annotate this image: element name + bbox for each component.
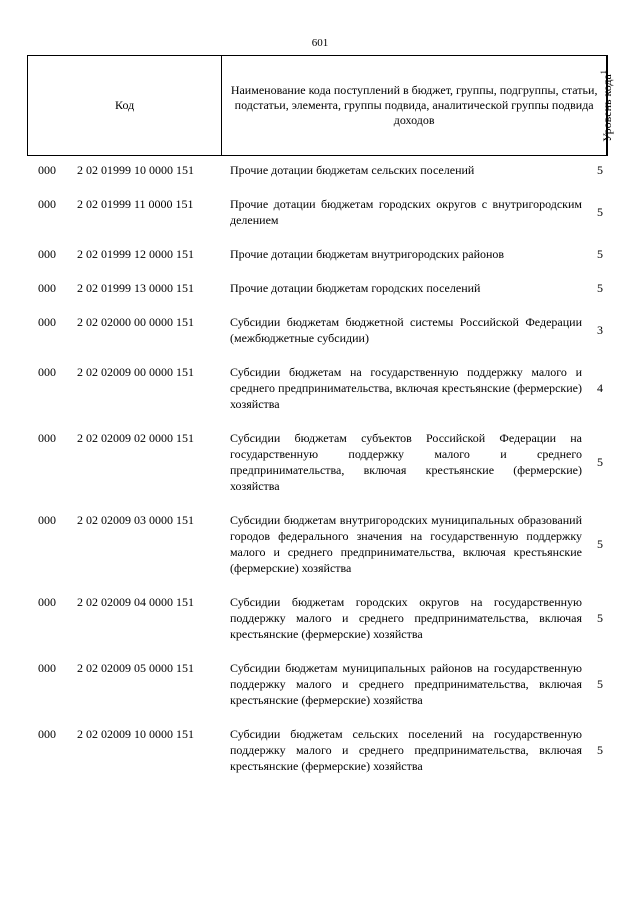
name-cell: Прочие дотации бюджетам сельских поселений xyxy=(230,163,475,177)
budget-code-cell: 2 02 01999 11 0000 151 xyxy=(77,197,194,211)
name-cell: Субсидии бюджетам бюджетной системы Российской Федерации (межбюджетные субсидии) xyxy=(230,315,582,345)
level-cell: 4 xyxy=(597,381,603,395)
table-row xyxy=(0,660,640,708)
header-level-label xyxy=(599,70,615,142)
table-row xyxy=(0,246,640,262)
table-row xyxy=(0,162,640,178)
header-level-footnote: 1 xyxy=(599,69,608,74)
budget-code-cell: 2 02 02000 00 0000 151 xyxy=(77,315,194,329)
budget-code-cell: 2 02 02009 03 0000 151 xyxy=(77,513,194,527)
admin-code-cell: 000 xyxy=(38,365,56,379)
budget-code-cell: 2 02 02009 00 0000 151 xyxy=(77,365,194,379)
budget-code-cell: 2 02 01999 10 0000 151 xyxy=(77,163,194,177)
header-name: Наименование кода поступлений в бюджет, группы, подгруппы, статьи, подстатьи, элемента, группы подвида, аналитической группы подвида доходов xyxy=(221,56,607,155)
page-number: 601 xyxy=(311,37,329,49)
budget-code-cell: 2 02 02009 04 0000 151 xyxy=(77,595,194,609)
level-cell: 3 xyxy=(597,323,603,337)
budget-code-cell: 2 02 02009 02 0000 151 xyxy=(77,431,194,445)
name-cell: Субсидии бюджетам муниципальных районов на государственную поддержку малого и среднего предпринимательства, включая крестьянские (фермерские) хозяйства xyxy=(230,661,582,707)
table-row xyxy=(0,512,640,576)
header-level-text: Уровень кода xyxy=(600,73,614,142)
budget-code-cell: 2 02 02009 05 0000 151 xyxy=(77,661,194,675)
admin-code-cell: 000 xyxy=(38,315,56,329)
table-row xyxy=(0,196,640,228)
admin-code-cell: 000 xyxy=(38,197,56,211)
table-row xyxy=(0,280,640,296)
name-cell: Прочие дотации бюджетам городских округов с внутригородским делением xyxy=(230,197,582,227)
level-cell: 5 xyxy=(597,163,603,177)
level-cell: 5 xyxy=(597,455,603,469)
admin-code-cell: 000 xyxy=(38,247,56,261)
name-cell: Прочие дотации бюджетам городских поселений xyxy=(230,281,481,295)
name-cell: Субсидии бюджетам внутригородских муниципальных образований городов федерального значения на государственную поддержку малого и среднего предпринимательства, включая крестьянские (фермерские) хозяйства xyxy=(230,513,582,575)
level-cell: 5 xyxy=(597,743,603,757)
table-row xyxy=(0,430,640,494)
table-row xyxy=(0,726,640,774)
table-header xyxy=(27,55,614,156)
level-cell: 5 xyxy=(597,205,603,219)
admin-code-cell: 000 xyxy=(38,595,56,609)
name-cell: Прочие дотации бюджетам внутригородских районов xyxy=(230,247,505,261)
table-row xyxy=(0,364,640,412)
budget-code-cell: 2 02 01999 13 0000 151 xyxy=(77,281,194,295)
admin-code-cell: 000 xyxy=(38,727,56,741)
header-code: Код xyxy=(115,98,135,112)
table-row xyxy=(0,594,640,642)
level-cell: 5 xyxy=(597,537,603,551)
level-cell: 5 xyxy=(597,611,603,625)
level-cell: 5 xyxy=(597,281,603,295)
admin-code-cell: 000 xyxy=(38,661,56,675)
admin-code-cell: 000 xyxy=(38,281,56,295)
admin-code-cell: 000 xyxy=(38,513,56,527)
table-row xyxy=(0,314,640,346)
admin-code-cell: 000 xyxy=(38,431,56,445)
admin-code-cell: 000 xyxy=(38,163,56,177)
table-body xyxy=(0,162,640,792)
budget-code-cell: 2 02 01999 12 0000 151 xyxy=(77,247,194,261)
level-cell: 5 xyxy=(597,677,603,691)
name-cell: Субсидии бюджетам субъектов Российской Федерации на государственную поддержку малого и среднего предпринимательства, включая крестьянские (фермерские) хозяйства xyxy=(230,431,582,493)
budget-code-cell: 2 02 02009 10 0000 151 xyxy=(77,727,194,741)
level-cell: 5 xyxy=(597,247,603,261)
name-cell: Субсидии бюджетам городских округов на государственную поддержку малого и среднего предпринимательства, включая крестьянские (фермерские) хозяйства xyxy=(230,595,582,641)
name-cell: Субсидии бюджетам сельских поселений на государственную поддержку малого и среднего предпринимательства, включая крестьянские (фермерские) хозяйства xyxy=(230,727,582,773)
name-cell: Субсидии бюджетам на государственную поддержку малого и среднего предпринимательства, включая крестьянские (фермерские) хозяйства xyxy=(230,365,582,411)
